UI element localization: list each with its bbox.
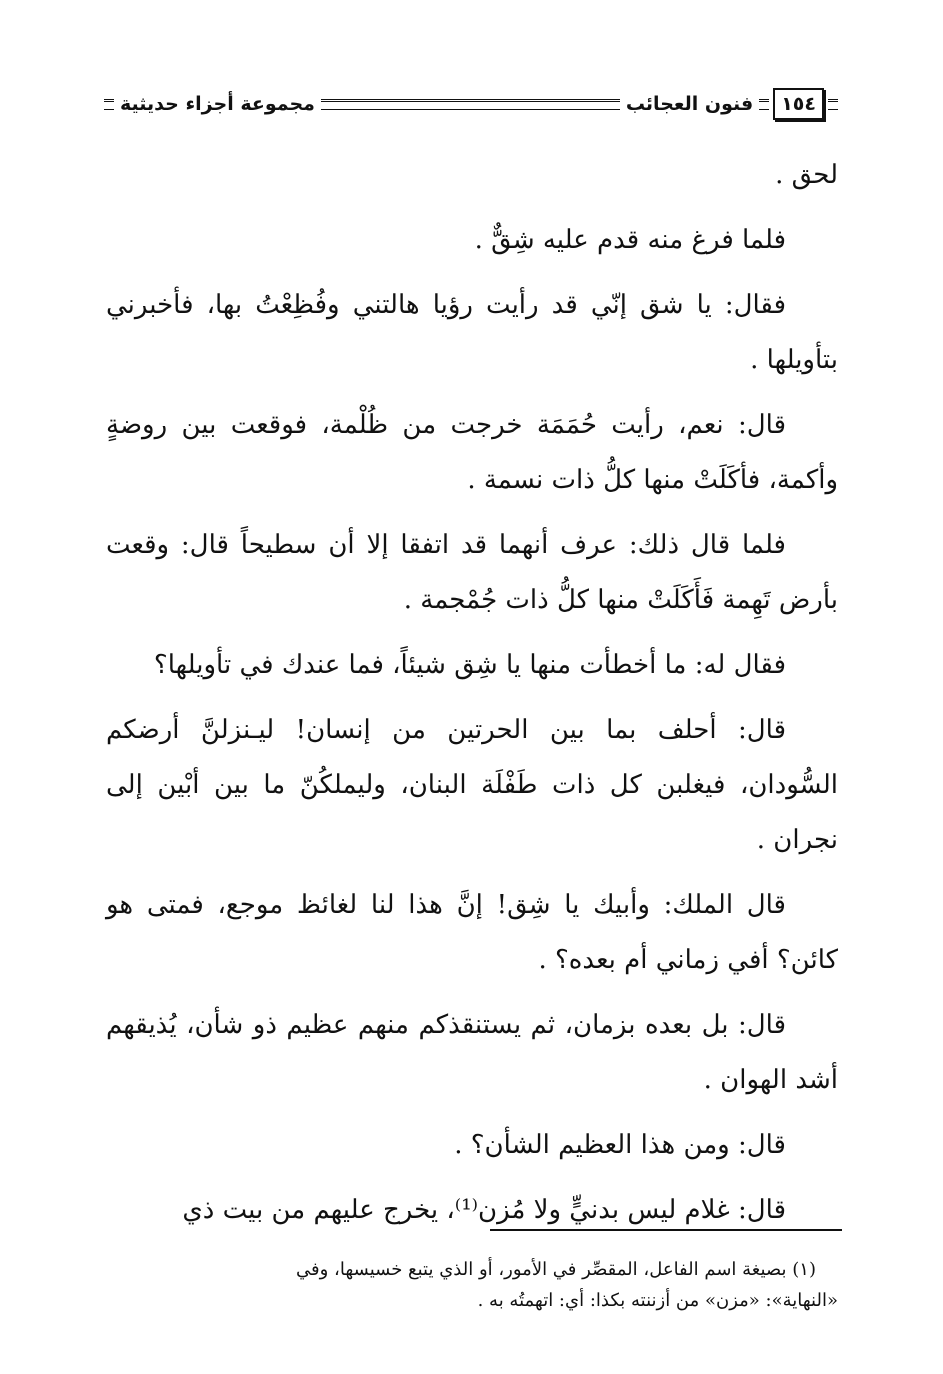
paragraph: قال: غلام ليس بدنيٍّ ولا مُزن⁽¹⁾، يخرج عليهم من بيت ذي <box>182 1195 786 1225</box>
header-rule <box>759 99 769 110</box>
footnote-line: (١) بصيغة اسم الفاعل، المقصِّر في الأمور، أو الذي يتبع خسيسها، وفي <box>296 1259 816 1280</box>
running-header <box>100 86 842 122</box>
paragraph: فلما فرغ منه قدم عليه شِقٌّ . <box>474 225 786 255</box>
paragraph: قال الملك: وأبيك يا شِق! إنَّ هذا لنا لغائظ موجع، فمتى هو كائن؟ أفي زماني أم بعده؟ . <box>106 890 838 975</box>
chapter-title: فنون العجائب <box>625 93 754 115</box>
body-text <box>106 148 838 1248</box>
paragraph: فلما قال ذلك: عرف أنهما قد اتفقا إلا أن سطيحاً قال: وقعت بأرض تَهِمة فَأَكَلَتْ منها كلُّ ذات جُمْجمة . <box>106 530 838 615</box>
page-number: ١٥٤ <box>773 88 824 120</box>
paragraph: قال: نعم، رأيت حُمَمَة خرجت من ظُلْمة، فوقعت بين روضةٍ وأكمة، فأكَلَتْ منها كلُّ ذات نسمة . <box>106 410 838 495</box>
header-rule <box>104 99 114 110</box>
paragraph: فقال له: ما أخطأت منها يا شِق شيئاً، فما عندك في تأويلها؟ <box>153 650 786 680</box>
paragraph: لحق . <box>775 160 838 190</box>
book-title: مجموعة أجزاء حديثية <box>120 93 315 115</box>
paragraph: قال: ومن هذا العظيم الشأن؟ . <box>454 1130 786 1160</box>
footnote-line: «النهاية»: «مزن» من أزننته بكذا: أي: اتهمتُه به . <box>477 1290 838 1311</box>
footnote-separator <box>490 1229 842 1231</box>
header-rule <box>828 99 838 110</box>
paragraph: فقال: يا شق إنّي قد رأيت رؤيا هالتني وفُظِعْتُ بها، فأخبرني بتأويلها . <box>106 290 838 375</box>
paragraph: قال: أحلف بما بين الحرتين من إنسان! ليـنزلنَّ أرضكم السُّودان، فيغلبن كل ذات طَفْلَة البنان، وليملكُنّ ما بين أبْين إلى نجران . <box>106 715 838 855</box>
footnotes <box>106 1254 838 1316</box>
header-rule <box>321 99 620 110</box>
paragraph: قال: بل بعده بزمان، ثم يستنقذكم منهم عظيم ذو شأن، يُذيقهم أشد الهوان . <box>106 1010 838 1095</box>
